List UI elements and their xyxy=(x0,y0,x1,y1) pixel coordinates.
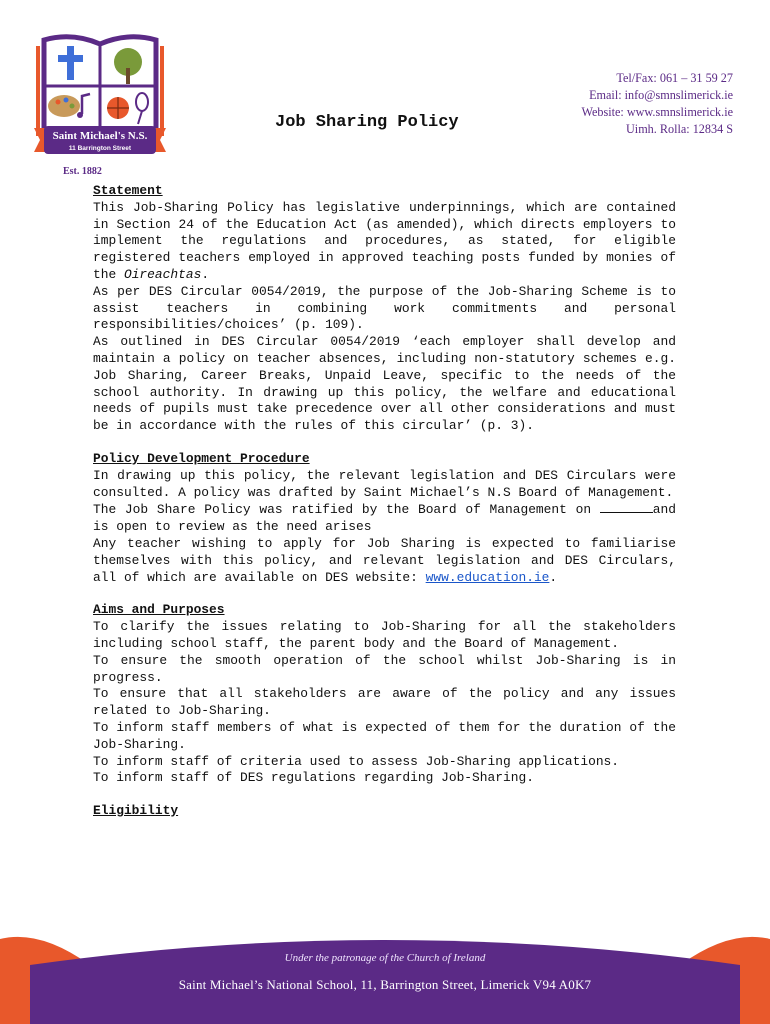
policy-development-paragraph-3 xyxy=(93,536,676,586)
policy-development-paragraph-2 xyxy=(93,501,676,536)
policy-development-paragraph-1: In drawing up this policy, the relevant legislation and DES Circulars were consulted. A policy was drafted by Saint Michael’s N.S Board of Management. xyxy=(93,467,676,500)
des-circulars-text: Any teacher wishing to apply for Job Sharing is expected to familiarise themselves with this policy, and relevant legislation and DES Circulars, all of which are available on DES website: xyxy=(93,535,676,585)
crest-school-address: 11 Barrington Street xyxy=(68,145,132,152)
contact-roll-number: Uimh. Rolla: 12834 S xyxy=(626,122,733,136)
aims-item: To ensure that all stakeholders are aware of the policy and any issues related to Job-Sharing. xyxy=(93,686,676,719)
policy-development-heading: Policy Development Procedure xyxy=(93,450,310,466)
statement-paragraph-3: As outlined in DES Circular 0054/2019 ‘each employer shall develop and maintain a policy on teacher absences, including non-statutory schemes e.g. Job Sharing, Career Breaks, Unpaid Leave, specific to the needs of the school authority. In drawing up this policy, the welfare and educational needs of pupils must take precedence over all other considerations and must be in accordance with the rules of this circular’ (p. 3). xyxy=(93,334,676,434)
ratified-text: The Job Share Policy was ratified by the Board of Management on xyxy=(93,502,600,518)
eligibility-heading: Eligibility xyxy=(93,803,179,819)
des-circulars-end: . xyxy=(549,569,558,585)
aims-item: To inform staff of DES regulations regarding Job-Sharing. xyxy=(93,770,534,786)
page-title: Job Sharing Policy xyxy=(275,113,459,132)
crest-school-name: Saint Michael's N.S. xyxy=(52,130,148,142)
review-text: and is open to review as the need arises xyxy=(93,502,676,535)
statement-p1-text: This Job-Sharing Policy has legislative underpinnings, which are contained in Section 24 of the Education Act (as amended), which directs employers to implement the regulations and procedures, as stated, for eligible registered teachers employed in approved teaching posts funded by monies of the xyxy=(93,199,676,282)
aims-item: To clarify the issues relating to Job-Sharing for all the stakeholders including school staff, the parent body and the Board of Management. xyxy=(93,619,676,651)
footer-address: Saint Michael’s National School, 11, Barrington Street, Limerick V94 A0K7 xyxy=(178,977,592,992)
statement-heading: Statement xyxy=(93,183,163,198)
statement-paragraph-1 xyxy=(93,200,676,284)
aims-item: To inform staff of criteria used to assess Job-Sharing applications. xyxy=(93,753,620,769)
footer-patronage: Under the patronage of the Church of Ireland xyxy=(284,952,486,964)
statement-p1-italic: Oireachtas xyxy=(123,266,202,282)
established-label: Est. 1882 xyxy=(63,166,102,177)
contact-website: Website: www.smnslimerick.ie xyxy=(581,105,733,119)
ratified-date-blank xyxy=(600,501,653,513)
aims-heading: Aims and Purposes xyxy=(93,602,225,618)
statement-paragraph-2: As per DES Circular 0054/2019, the purpose of the Job-Sharing Scheme is to assist teachers in combining work commitments and personal responsibilities/choices’ (p. 109). xyxy=(93,283,676,333)
statement-p1-end: . xyxy=(201,266,210,282)
des-website-link[interactable]: www.education.ie xyxy=(425,569,550,585)
document-body xyxy=(93,183,676,820)
aims-item: To ensure the smooth operation of the school whilst Job-Sharing is in progress. xyxy=(93,652,676,685)
school-crest-logo xyxy=(30,30,170,180)
contact-block xyxy=(581,70,733,138)
contact-email: Email: info@smnslimerick.ie xyxy=(589,88,733,102)
footer-banner xyxy=(0,925,770,1024)
aims-item: To inform staff members of what is expected of them for the duration of the Job-Sharing. xyxy=(93,719,676,752)
contact-phone: Tel/Fax: 061 – 31 59 27 xyxy=(616,71,733,85)
